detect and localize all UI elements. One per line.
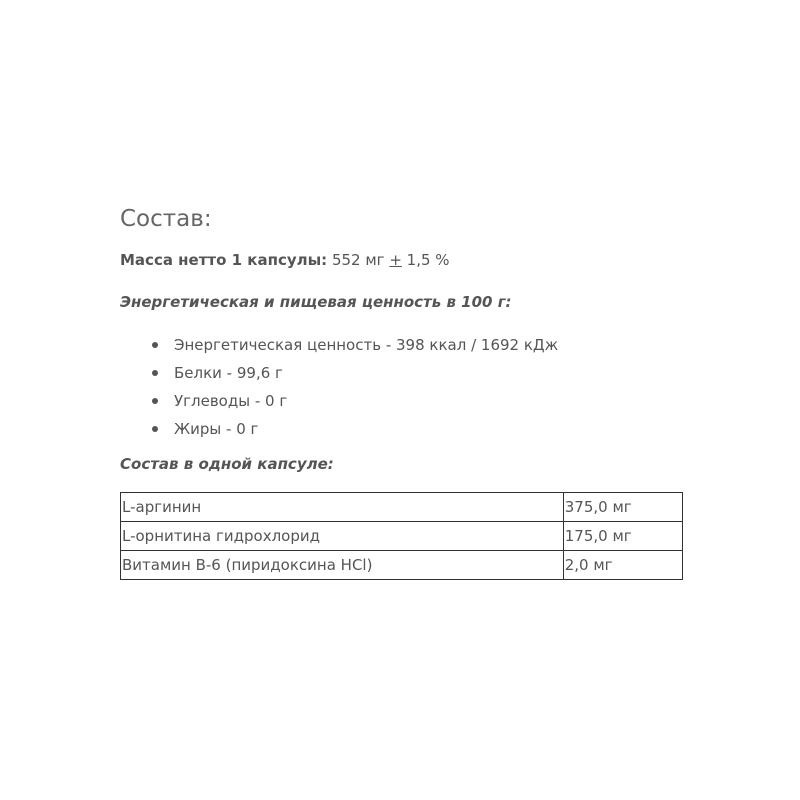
table-row (121, 522, 683, 551)
table-row (121, 551, 683, 580)
ingredient-amount: 2,0 мг (563, 551, 682, 580)
ingredient-amount: 175,0 мг (563, 522, 682, 551)
nutrition-item-energy: Энергетическая ценность - 398 ккал / 1692 кДж (174, 336, 559, 354)
bullet-icon (152, 426, 158, 432)
list-item (152, 415, 720, 443)
net-mass-value: 552 мг (327, 251, 390, 269)
bullet-icon (152, 370, 158, 376)
nutrition-item-carbs: Углеводы - 0 г (174, 392, 288, 410)
net-mass-tolerance: 1,5 % (401, 251, 450, 269)
plus-minus-sign: + (389, 251, 402, 269)
nutrition-list (120, 331, 720, 443)
nutrition-item-fat: Жиры - 0 г (174, 420, 259, 438)
ingredient-amount: 375,0 мг (563, 493, 682, 522)
net-mass-label: Масса нетто 1 капсулы: (120, 251, 328, 269)
page-title: Состав: (120, 206, 212, 232)
composition-heading: Состав в одной капсуле: (120, 455, 334, 473)
list-item (152, 331, 720, 359)
nutrition-item-protein: Белки - 99,6 г (174, 364, 283, 382)
net-mass-line (120, 249, 720, 271)
composition-table (120, 492, 683, 580)
list-item (152, 359, 720, 387)
ingredient-name: Витамин B-6 (пиридоксина HCl) (121, 551, 564, 580)
bullet-icon (152, 398, 158, 404)
energy-heading: Энергетическая и пищевая ценность в 100 г: (120, 293, 512, 311)
ingredient-name: L-аргинин (121, 493, 564, 522)
list-item (152, 387, 720, 415)
table-row (121, 493, 683, 522)
bullet-icon (152, 342, 158, 348)
ingredient-name: L-орнитина гидрохлорид (121, 522, 564, 551)
composition-section (120, 203, 720, 580)
